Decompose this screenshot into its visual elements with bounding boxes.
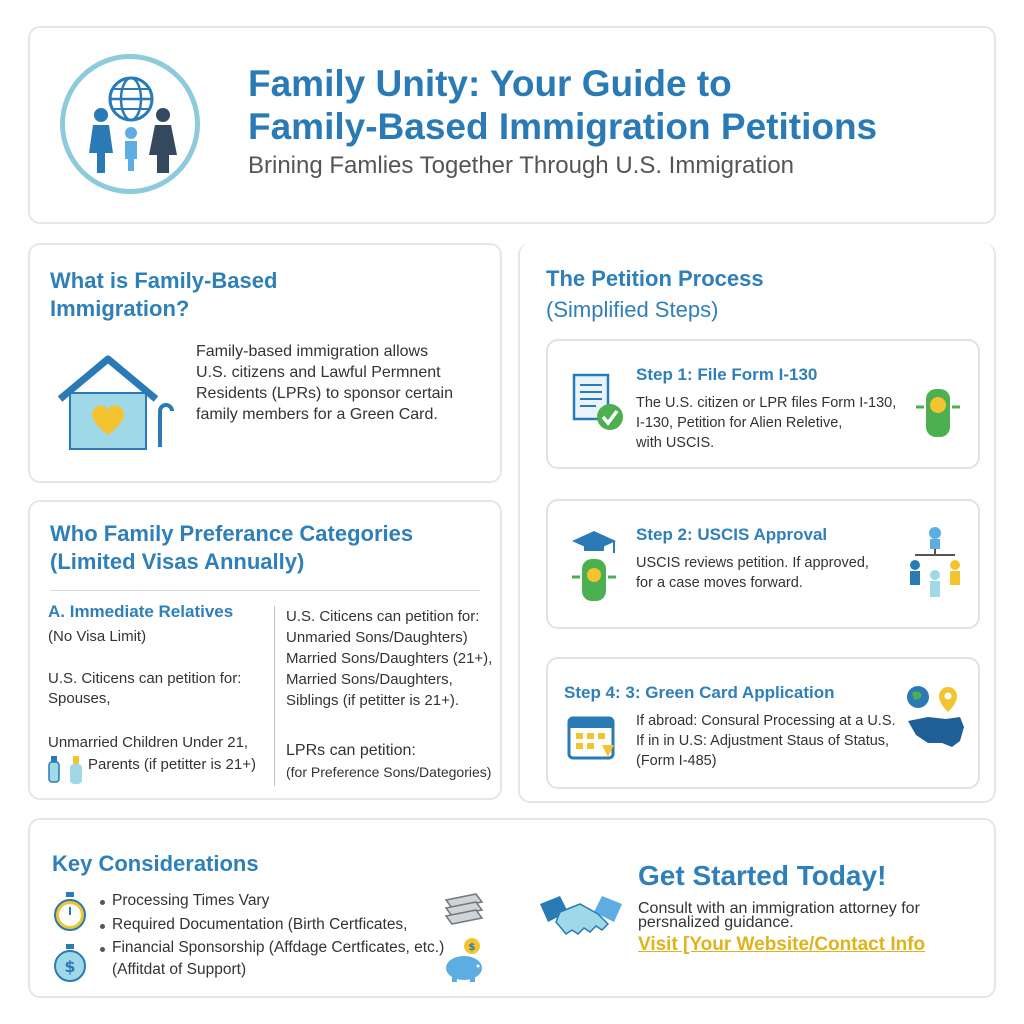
considerations-title: Key Considerations bbox=[52, 851, 259, 876]
what-is-line: U.S. citizens and Lawful Permnent bbox=[196, 364, 441, 381]
what-is-line: Family-based immigration allows bbox=[196, 343, 429, 360]
categories-title-line1: Who Family Preferance Categories bbox=[50, 521, 414, 546]
what-is-title-line2: Immigration? bbox=[50, 296, 190, 321]
process-title: The Petition Process bbox=[546, 266, 764, 291]
stopwatch-icon bbox=[52, 890, 88, 934]
step-1-title: Step 1: File Form I-130 bbox=[636, 365, 818, 384]
immediate-relatives-heading: A. Immediate Relatives bbox=[48, 602, 234, 621]
preference-line: Married Sons/Daughters (21+), bbox=[286, 650, 493, 667]
contact-link[interactable]: Visit [Your Website/Contact Info bbox=[638, 934, 926, 955]
lpr-note: (for Preference Sons/Dategories) bbox=[286, 764, 492, 780]
step-1-card bbox=[546, 339, 980, 469]
document-stack-icon bbox=[442, 890, 486, 930]
globe-map-pin-icon bbox=[904, 683, 968, 755]
step-1-line: The U.S. citizen or LPR files Form I-130, bbox=[636, 395, 897, 411]
step-1-description bbox=[636, 393, 896, 453]
page-title bbox=[248, 62, 968, 148]
house-heart-icon bbox=[56, 353, 176, 453]
categories-card bbox=[28, 500, 502, 800]
categories-divider bbox=[50, 590, 480, 591]
what-is-title-line1: What is Family-Based bbox=[50, 268, 278, 293]
what-is-card bbox=[28, 243, 502, 483]
process-subtitle: (Simplified Steps) bbox=[546, 297, 719, 322]
what-is-title bbox=[50, 267, 277, 323]
step-2-description bbox=[636, 553, 869, 593]
immediate-line: Unmarried Children Under 21, bbox=[48, 734, 249, 751]
bullet bbox=[100, 924, 105, 929]
bullet bbox=[100, 900, 105, 905]
step-2-line: for a case moves forward. bbox=[636, 575, 803, 591]
process-card bbox=[518, 243, 996, 803]
svg-text:$: $ bbox=[468, 942, 476, 953]
immediate-line: Spouses, bbox=[48, 690, 111, 707]
immediate-line: Parents (if petitter is 21+) bbox=[88, 756, 256, 773]
traffic-light-icon bbox=[912, 385, 964, 441]
bottom-card bbox=[28, 818, 996, 998]
preference-line: Married Sons/Daughters, bbox=[286, 671, 453, 688]
consideration-item: (Affitdat of Support) bbox=[112, 961, 247, 978]
step-3-line: If abroad: Consural Processing at a U.S. bbox=[636, 713, 896, 729]
step-3-line: (Form I-485) bbox=[636, 753, 717, 769]
page-title-line1: Family Unity: Your Guide to bbox=[248, 63, 732, 104]
step-3-line: If in in U.S: Adjustment Staus of Status, bbox=[636, 733, 890, 749]
calendar-icon bbox=[566, 711, 618, 763]
immediate-line: U.S. Citicens can petition for: bbox=[48, 670, 242, 687]
consideration-item: Financial Sponsorship (Affdage Certficates, etc.) bbox=[112, 939, 445, 956]
graduation-traffic-icon bbox=[568, 529, 620, 603]
cta-title: Get Started Today! bbox=[638, 860, 887, 891]
piggy-bank-icon bbox=[440, 936, 490, 984]
categories-column-divider bbox=[274, 606, 275, 786]
family-tree-icon bbox=[906, 525, 964, 601]
lpr-heading: LPRs can petition: bbox=[286, 742, 416, 759]
step-2-title: Step 2: USCIS Approval bbox=[636, 525, 828, 544]
categories-title-line2: (Limited Visas Annually) bbox=[50, 549, 305, 574]
consideration-item: Processing Times Vary bbox=[112, 892, 270, 909]
page-title-line2: Family-Based Immigration Petitions bbox=[248, 106, 878, 147]
page-subtitle: Brining Famlies Together Through U.S. Immigration bbox=[248, 152, 795, 179]
what-is-description bbox=[196, 341, 453, 425]
step-3-description bbox=[636, 711, 896, 771]
baby-bottle-icon bbox=[46, 752, 88, 786]
family-globe-logo bbox=[60, 54, 200, 194]
what-is-line: Residents (LPRs) to sponsor certain bbox=[196, 385, 453, 402]
step-1-line: with USCIS. bbox=[636, 435, 715, 451]
step-3-card bbox=[546, 657, 980, 789]
step-2-card bbox=[546, 499, 980, 629]
preference-line: Siblings (if petitter is 21+). bbox=[286, 692, 459, 709]
family-globe-icon bbox=[73, 67, 188, 182]
preference-line: U.S. Citicens can petition for: bbox=[286, 608, 480, 625]
step-3-title: Step 4: 3: Green Card Application bbox=[564, 683, 835, 702]
handshake-icon bbox=[538, 882, 624, 968]
money-stopwatch-icon bbox=[52, 942, 88, 984]
bullet bbox=[100, 947, 105, 952]
immediate-relatives-note: (No Visa Limit) bbox=[48, 628, 147, 645]
svg-text:$: $ bbox=[64, 957, 76, 976]
header-card bbox=[28, 26, 996, 224]
cta-description: Consult with an immigration attorney for persnalized guidance. bbox=[638, 900, 920, 931]
consideration-item: Required Documentation (Birth Certficates, bbox=[112, 916, 408, 933]
preference-list bbox=[286, 606, 492, 711]
step-1-line: I-130, Petition for Alien Reletive, bbox=[636, 415, 843, 431]
form-document-icon bbox=[570, 373, 626, 435]
what-is-line: family members for a Green Card. bbox=[196, 406, 438, 423]
step-2-line: USCIS reviews petition. If approved, bbox=[636, 555, 869, 571]
categories-title bbox=[50, 520, 413, 576]
preference-line: Unmaried Sons/Daughters) bbox=[286, 629, 468, 646]
